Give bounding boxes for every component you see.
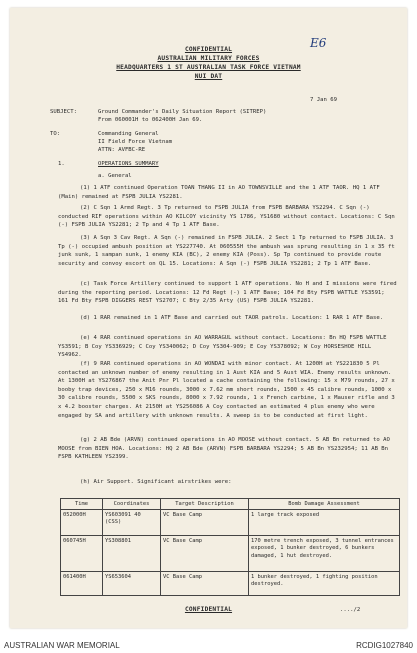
subject-line-2: From 060001H to 062400H Jan 69. (98, 117, 203, 123)
page-continuation: ..../2 (340, 607, 361, 613)
table-header-row (61, 499, 400, 510)
cell-bda: 1 bunker destroyed, 1 fighting position destroyed. (249, 572, 400, 596)
document-page (10, 8, 407, 628)
section-title: OPERATIONS SUMMARY (98, 161, 159, 167)
table-row (61, 536, 400, 572)
archive-name: AUSTRALIAN WAR MEMORIAL (4, 641, 120, 650)
cell-target: VC Base Camp (161, 510, 249, 536)
cell-coordinates: YS603091 40 (CSS) (103, 510, 161, 536)
org-line-2: HEADQUARTERS 1 ST AUSTRALIAN TASK FORCE VIETNAM (116, 64, 301, 71)
classification-bottom: CONFIDENTIAL (184, 606, 233, 613)
col-header-bda: Bomb Damage Assessment (249, 499, 400, 510)
section-sub: a. General (98, 173, 132, 179)
paragraph-9: (h) Air Support. Significant airstrikes were: (80, 479, 232, 485)
cell-coordinates: YS653604 (103, 572, 161, 596)
table-row (61, 510, 400, 536)
cell-time: 061400H (61, 572, 103, 596)
section-number: 1. (58, 161, 65, 167)
subject-line-1: Ground Commander's Daily Situation Report (SITREP) (98, 109, 267, 115)
cell-target: VC Base Camp (161, 536, 249, 572)
archive-id: RCDIG1027840 (356, 641, 413, 650)
cell-time: 060745H (61, 536, 103, 572)
table-row (61, 572, 400, 596)
cell-bda: 1 large track exposed (249, 510, 400, 536)
col-header-target: Target Description (161, 499, 249, 510)
to-line-2: II Field Force Vietnam (98, 139, 173, 145)
org-line-3: NUI DAT (194, 73, 223, 80)
handwritten-reference: E6 (310, 36, 327, 50)
paragraph-7: (f) 9 RAR continued operations in AO WONDAI with minor contact. At 1200H at YS221830 5 Pl contacted an unknown number of enemy resulting in 1 Aust KIA and 5 Aust WIA. Enemy results unknown. At 1300H at YS276867 the Anit Pnr Pl located a cache containing the following: 15 x M79 rounds, 27 x booby trap devices, 250 x M16 rounds, 3000 x 7.62 mm short rounds, 1500 x 45 calibre rounds, 1000 x 30 calibre rounds, 5500 x SKS rounds, 8000 x 7.92 rounds, 1 x French carbine, 1 x Mauser rifle and 3 x 4.2 booster charges. At 2150H at YS256086 A Coy contacted an estimated 4 plus enemy who were engaged by SA and artillery with unknown results. A sweep is to be conducted at first light. (58, 361, 395, 419)
paragraph-5: (d) 1 RAR remained in 1 ATF Base and carried out TAOR patrols. Location: 1 RAR 1 ATF Base. (80, 315, 384, 321)
airstrike-table (60, 498, 400, 596)
cell-bda: 170 metre trench exposed, 3 tunnel entrances exposed, 1 bunker destroyed, 6 bunkers damaged, 1 hut destroyed. (249, 536, 400, 572)
cell-target: VC Base Camp (161, 572, 249, 596)
paragraph-1: (1) 1 ATF continued Operation TOAN THANG II in AO TOWNSVILLE and the 1 ATF TAOR. HQ 1 ATF (Main) remained at FSPB JULIA YS2281. (58, 185, 380, 200)
col-header-time: Time (61, 499, 103, 510)
to-line-3: ATTN: AVFBC-RE (98, 147, 146, 153)
to-label: TO: (50, 131, 61, 137)
document-date: 7 Jan 69 (310, 97, 337, 103)
col-header-coordinates: Coordinates (103, 499, 161, 510)
paragraph-3: (3) A Sqn 3 Cav Regt. A Sqn (-) remained in FSPB JULIA. 2 Sect 1 Tp returned to FSPB JULIA. 3 Tp (-) occupied ambush position at YS227740. At 060555H the ambush was sprung resulting in 1 x 35 ft junk sunk, 1 sampan sunk, 1 enemy KIA (BC), 2 enemy KIA (Poss). Sp Tp continued to provide route security and convoy escort on QL 15. Locations: A Sqn (-) FSPB JULIA YS2281; 2 Tp 1 ATF Base. (58, 235, 395, 267)
archive-footer (0, 636, 417, 653)
paragraph-6: (e) 4 RAR continued operations in AO WARRAGUL without contact. Locations: Bn HQ FSPB WATTLE YS3591; B Coy YS336929; C Coy YS340062; D Coy YS304-909; E Coy YS378092; W Coy HORSESHOE HILL YS4962. (58, 335, 387, 359)
classification-top: CONFIDENTIAL (184, 46, 233, 53)
paragraph-4: (c) Task Force Artillery continued to support 1 ATF operations. No H and I missions were fired during the reporting period. Locations: 12 Fd Regt (-) 1 ATF Base; 104 Fd Bty FSPB WATTLE YS3591; 161 Fd Bty FSPB DIGGERS REST YS2707; C Bty 2/35 Arty (US) FSPB JULIA YS2281. (58, 281, 397, 305)
subject-label: SUBJECT: (50, 109, 77, 115)
to-line-1: Commanding General (98, 131, 159, 137)
paragraph-8: (g) 2 AB Bde (ARVN) continued operations in AO MOOSE without contact. 5 AB Bn returned to AO MOOSE from BIEN HOA. Locations: HQ 2 AB Bde (ARVN) FSPB BARBARA YS2294; 5 AB Bn YS232954; 11 AB Bn FSPB KATHLEEN YS2399. (58, 437, 390, 461)
paragraph-2: (2) C Sqn 1 Armd Regt. 3 Tp returned to FSPB JULIA from FSPB BARBARA YS2294. C Sqn (-) conducted RIF operations within AO KILCOY vicinity YS 1786, YS1680 without contact. Locations: C Sqn (-) FSPB JULIA YS2281; 2 Tp and 4 Tp 1 ATF Base. (58, 205, 395, 229)
cell-time: 052000H (61, 510, 103, 536)
org-line-1: AUSTRALIAN MILITARY FORCES (157, 55, 260, 62)
cell-coordinates: YS308801 (103, 536, 161, 572)
